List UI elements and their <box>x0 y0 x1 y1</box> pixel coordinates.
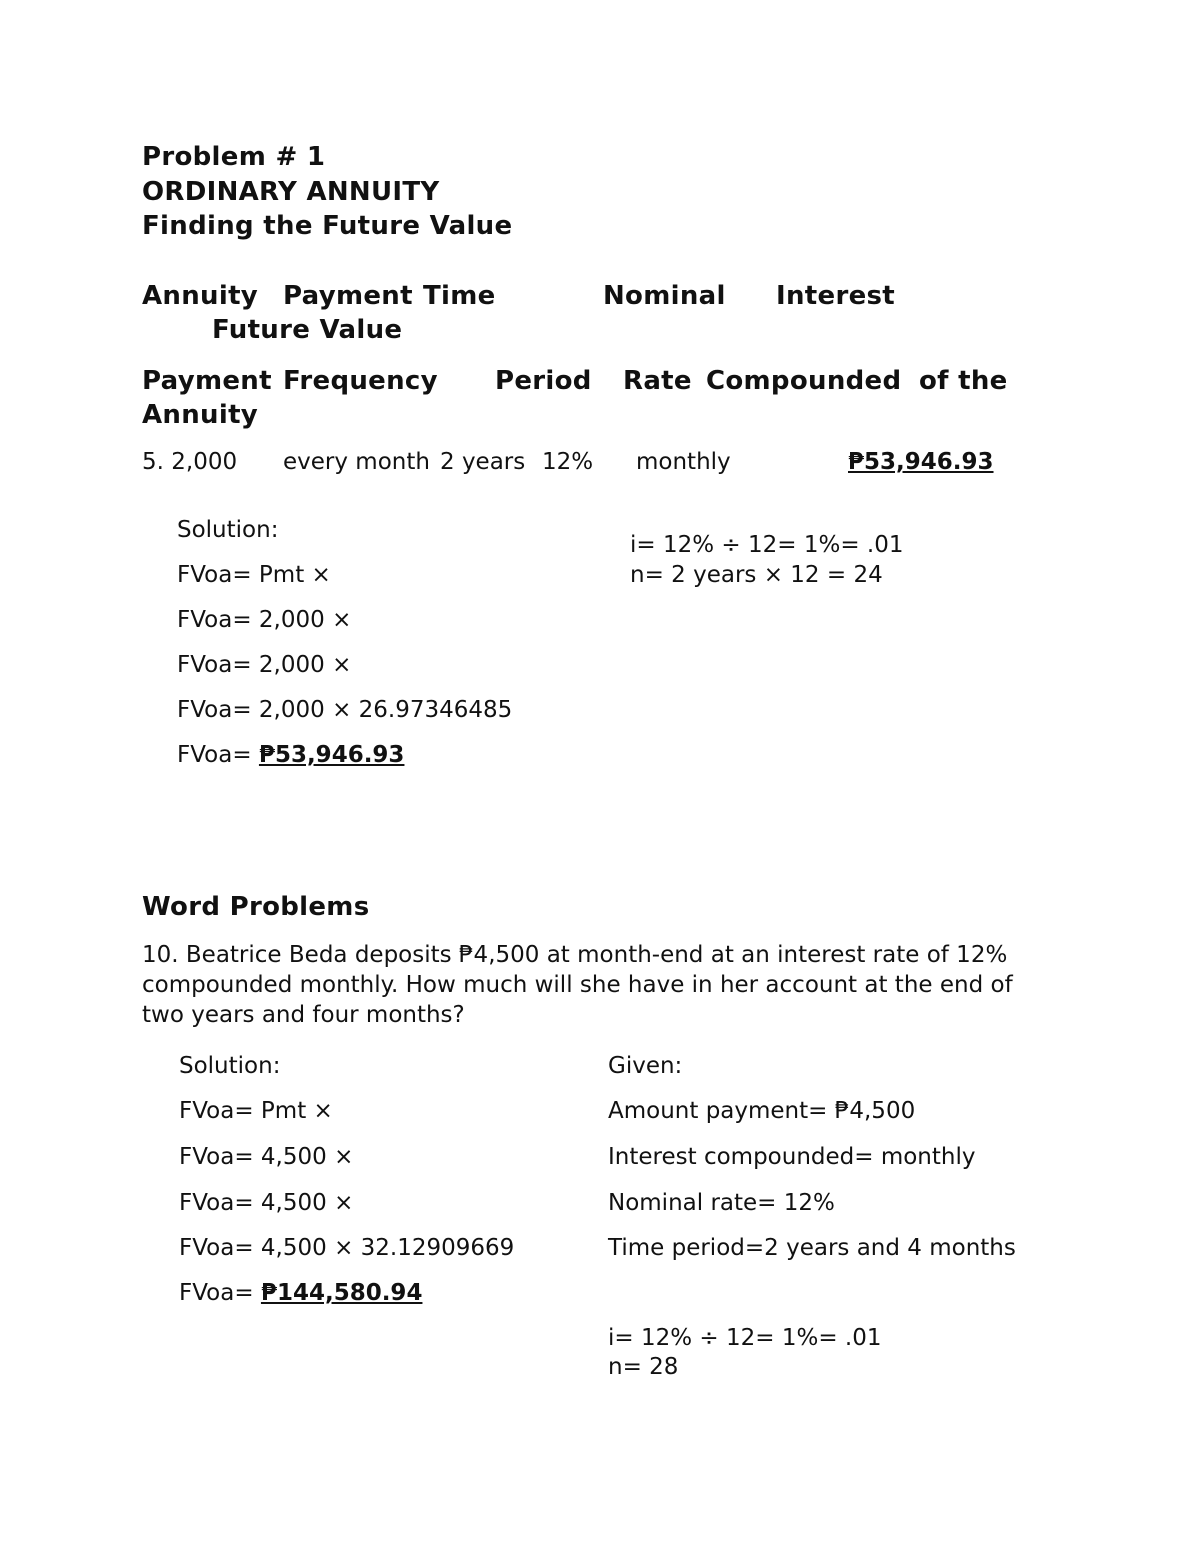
given-nominal-rate: Nominal rate= 12% <box>608 1190 835 1216</box>
solution-2-line-4: FVoa= 4,500 × 32.12909669 <box>179 1235 515 1261</box>
problem-category: ORDINARY ANNUITY <box>142 177 440 207</box>
solution-1-line-3: FVoa= 2,000 × <box>177 652 352 678</box>
solution-2-line-5-prefix: FVoa= <box>179 1280 261 1306</box>
solution-2-line-5 <box>179 1280 422 1306</box>
header-annuity-2: Annuity <box>142 400 259 430</box>
word-problems-heading: Word Problems <box>142 892 370 922</box>
row-payment-frequency: every month <box>283 449 430 475</box>
solution-1-n-calc: n= 2 years × 12 = 24 <box>630 562 883 588</box>
header-of-the: of the <box>919 366 1008 396</box>
given-label: Given: <box>608 1053 683 1079</box>
solution-2-line-3: FVoa= 4,500 × <box>179 1190 354 1216</box>
header-payment-2: Payment <box>142 366 272 396</box>
header-interest: Interest <box>776 281 896 311</box>
solution-2-n-calc: n= 28 <box>608 1354 679 1380</box>
problem-number: Problem # 1 <box>142 142 326 172</box>
header-period: Period <box>495 366 592 396</box>
given-amount-payment: Amount payment= ₱4,500 <box>608 1098 916 1124</box>
solution-1-line-2: FVoa= 2,000 × <box>177 607 352 633</box>
header-future-value: Future Value <box>212 315 403 345</box>
solution-2-line-2: FVoa= 4,500 × <box>179 1144 354 1170</box>
solution-2-i-calc: i= 12% ÷ 12= 1%= .01 <box>608 1325 882 1351</box>
solution-1-label: Solution: <box>177 517 279 543</box>
solution-1-line-5-prefix: FVoa= <box>177 742 259 768</box>
header-payment: Payment <box>283 281 413 311</box>
row-time-period: 2 years <box>440 449 526 475</box>
row-future-value: ₱53,946.93 <box>848 449 994 475</box>
word-problem-text: 10. Beatrice Beda deposits ₱4,500 at month-end at an interest rate of 12% compounded monthly. How much will she have in her account at the end of two years and four months? <box>142 942 1013 1028</box>
header-rate: Rate <box>623 366 692 396</box>
header-frequency: Frequency <box>283 366 438 396</box>
header-compounded: Compounded <box>706 366 902 396</box>
solution-1-line-4: FVoa= 2,000 × 26.97346485 <box>177 697 513 723</box>
solution-2-answer: ₱144,580.94 <box>260 1280 423 1306</box>
row-interest-compounded: monthly <box>636 449 731 475</box>
header-annuity: Annuity <box>142 281 259 311</box>
given-time-period: Time period=2 years and 4 months <box>608 1235 1016 1261</box>
header-time: Time <box>423 281 496 311</box>
header-nominal: Nominal <box>603 281 726 311</box>
solution-1-line-1: FVoa= Pmt × <box>177 562 331 588</box>
given-interest-compounded: Interest compounded= monthly <box>608 1144 976 1170</box>
solution-1-answer: ₱53,946.93 <box>258 742 405 768</box>
row-annuity: 5. 2,000 <box>142 449 238 475</box>
solution-2-line-1: FVoa= Pmt × <box>179 1098 333 1124</box>
row-nominal-rate: 12% <box>542 449 594 475</box>
solution-1-line-5 <box>177 742 404 768</box>
solution-2-label: Solution: <box>179 1053 281 1079</box>
problem-topic: Finding the Future Value <box>142 211 513 241</box>
solution-1-i-calc: i= 12% ÷ 12= 1%= .01 <box>630 532 904 558</box>
